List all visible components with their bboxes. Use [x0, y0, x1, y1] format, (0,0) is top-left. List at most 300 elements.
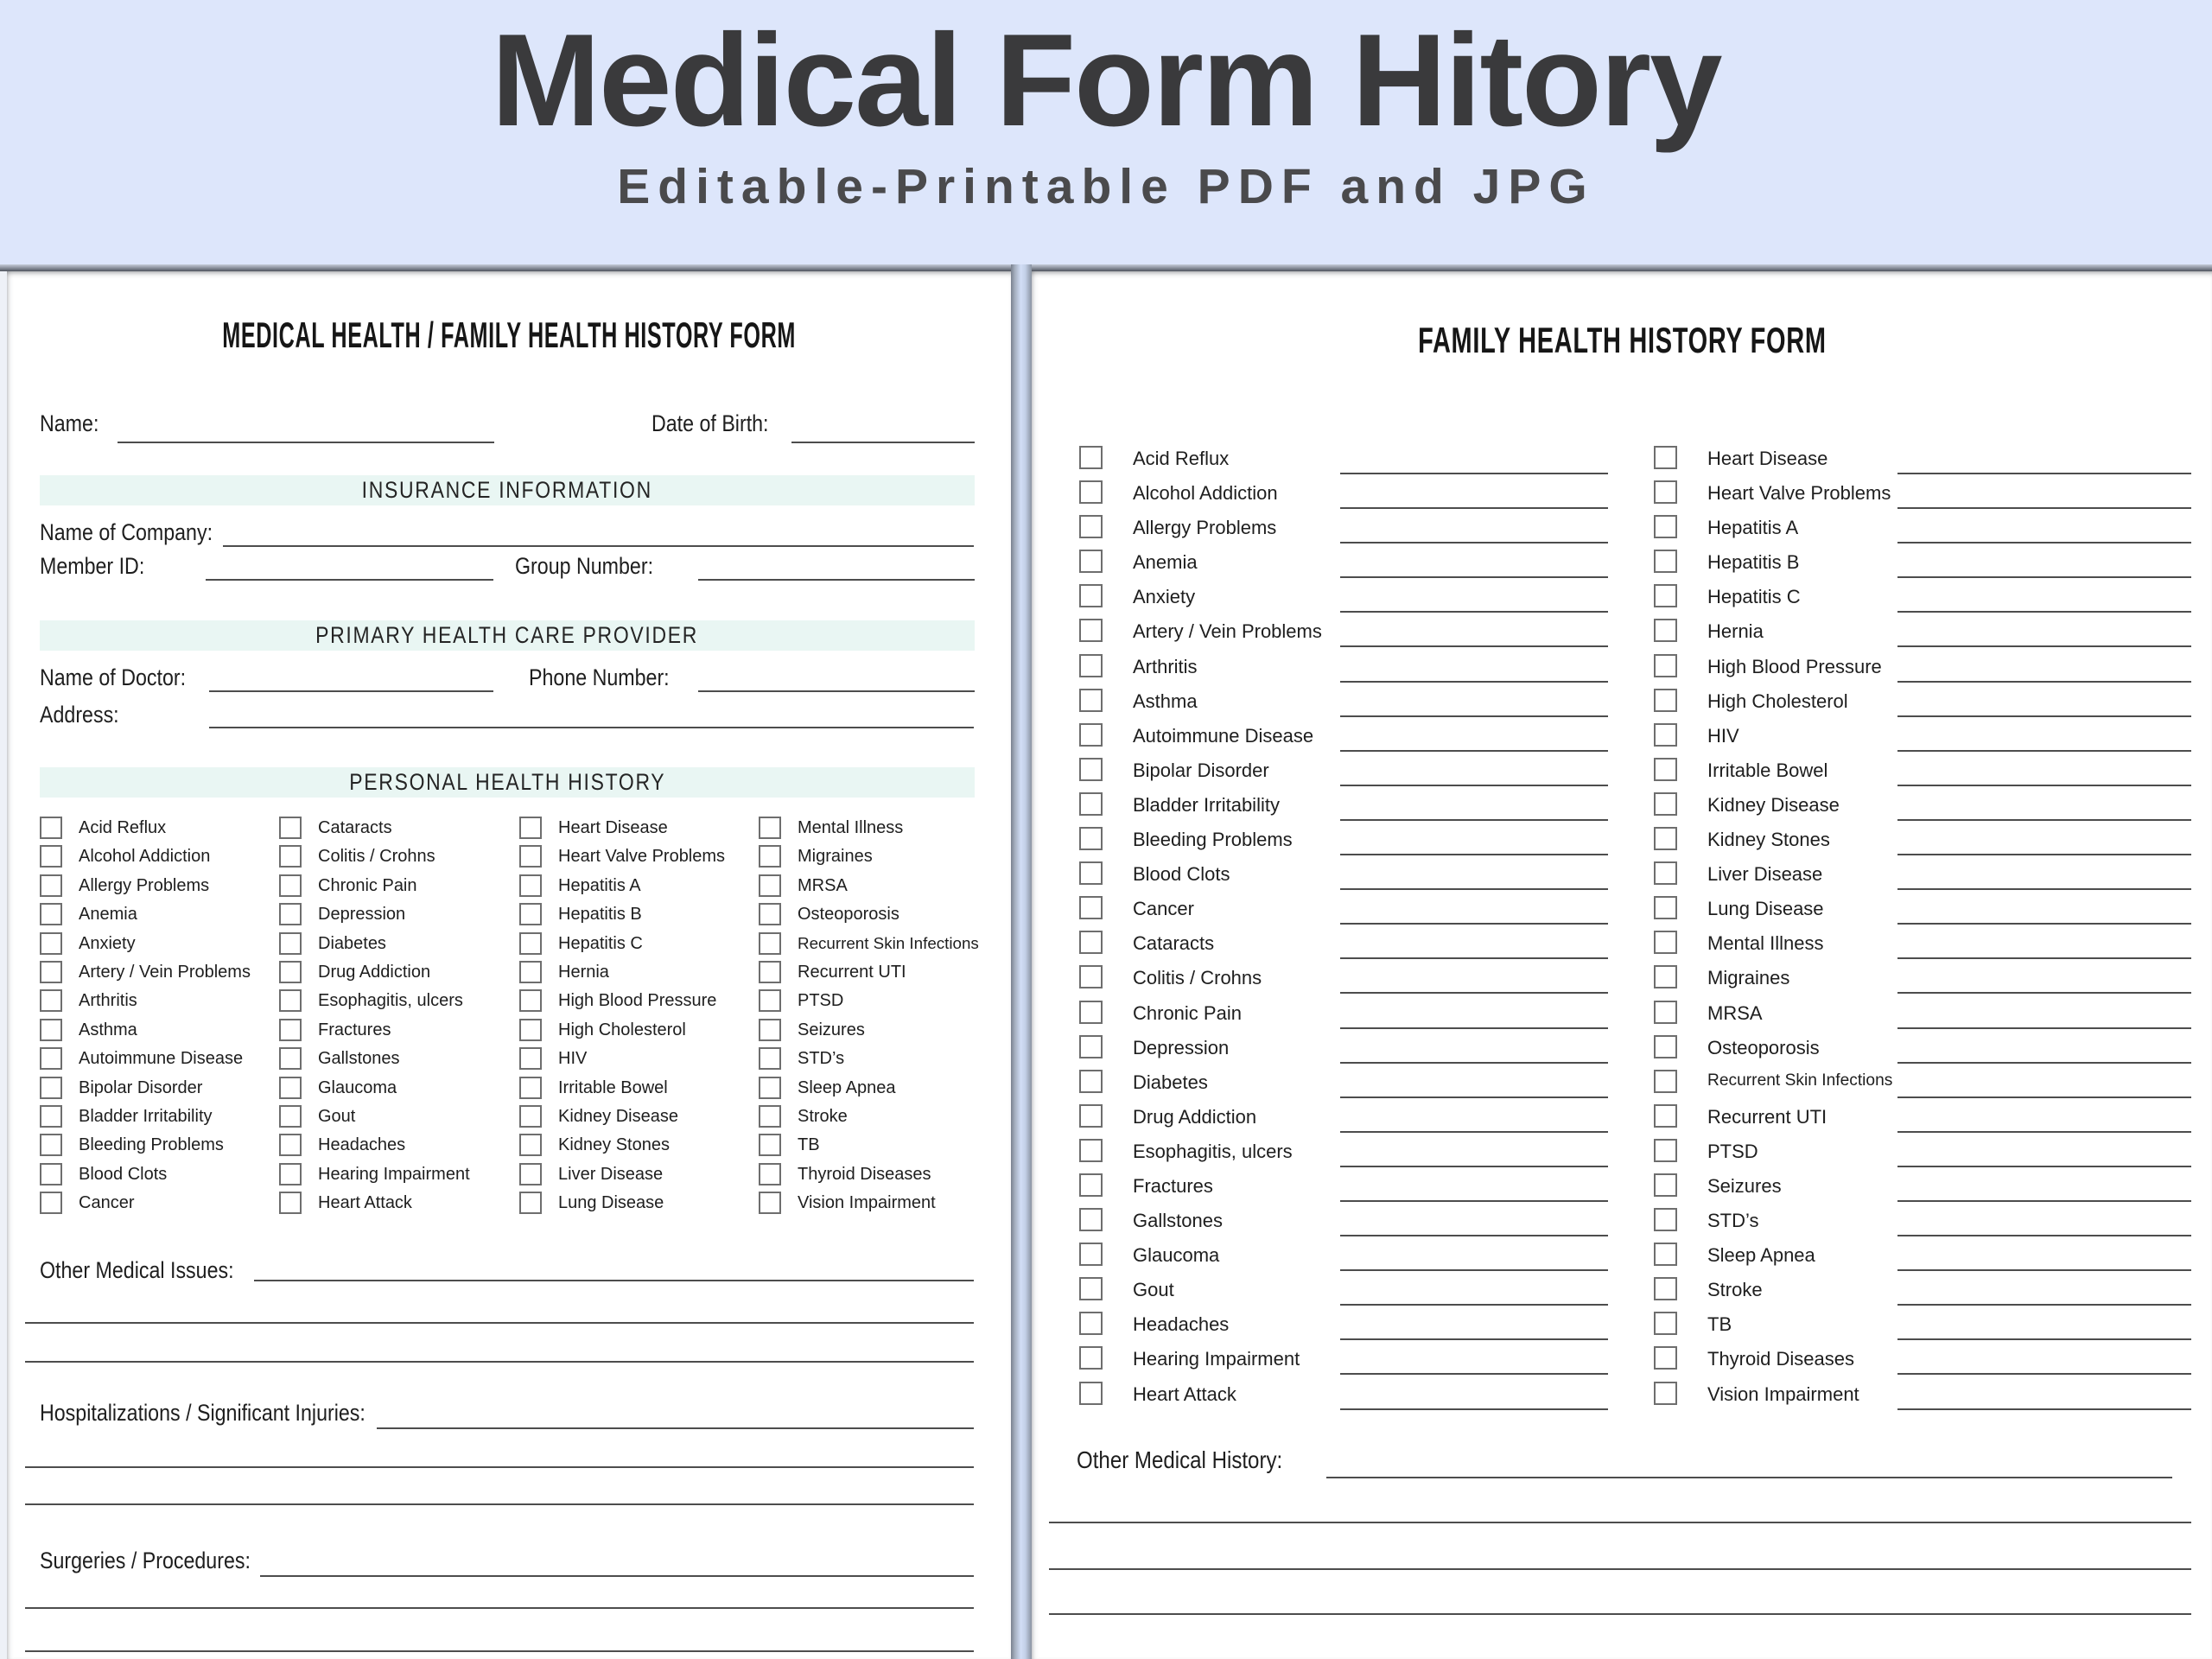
- family-history-item: [1654, 1277, 2207, 1312]
- personal-history-item: [519, 816, 754, 844]
- checkbox[interactable]: [1079, 1208, 1103, 1231]
- write-in-line[interactable]: [1897, 1096, 2191, 1098]
- checkbox[interactable]: [1654, 550, 1677, 573]
- doctor-line[interactable]: [209, 690, 493, 692]
- checkbox[interactable]: [1079, 723, 1103, 747]
- checkbox[interactable]: [1079, 758, 1103, 781]
- checkbox[interactable]: [1079, 480, 1103, 504]
- item-label: Bipolar Disorder: [1133, 759, 1269, 781]
- personal-history-item: [759, 1046, 994, 1075]
- family-history-item: [1654, 1070, 2207, 1104]
- family-history-item: [1079, 792, 1632, 827]
- other-history-line-2[interactable]: [1049, 1522, 2191, 1523]
- checkbox[interactable]: [1079, 515, 1103, 538]
- checkbox[interactable]: [519, 874, 542, 897]
- checkbox[interactable]: [759, 989, 781, 1012]
- checkbox[interactable]: [1079, 1382, 1103, 1405]
- checkbox[interactable]: [279, 961, 302, 983]
- checkbox[interactable]: [1654, 1312, 1677, 1335]
- checkbox[interactable]: [40, 1047, 62, 1070]
- write-in-line[interactable]: [1340, 819, 1608, 821]
- item-label: Hepatitis C: [1707, 586, 1801, 608]
- family-history-item: [1654, 965, 2207, 1000]
- left-form-title-text: MEDICAL HEALTH / FAMILY HEALTH HISTORY FORM: [222, 315, 796, 355]
- write-in-line[interactable]: [1340, 1235, 1608, 1236]
- checkbox[interactable]: [1079, 1173, 1103, 1197]
- checkbox[interactable]: [279, 1192, 302, 1214]
- write-in-line[interactable]: [1340, 681, 1608, 683]
- item-label: Acid Reflux: [1133, 448, 1230, 469]
- write-in-line[interactable]: [1340, 611, 1608, 613]
- checkbox[interactable]: [1654, 1382, 1677, 1405]
- checkbox[interactable]: [279, 903, 302, 925]
- write-in-line[interactable]: [1340, 888, 1608, 890]
- item-label: Hearing Impairment: [318, 1164, 470, 1184]
- checkbox[interactable]: [759, 845, 781, 868]
- banner-title: Medical Form Hitory: [491, 7, 1721, 154]
- checkbox[interactable]: [40, 1163, 62, 1185]
- item-label: PTSD: [798, 991, 844, 1011]
- item-label: Glaucoma: [1133, 1244, 1220, 1267]
- write-in-line[interactable]: [1340, 1269, 1608, 1271]
- checkbox[interactable]: [1079, 1070, 1103, 1093]
- family-history-item: [1654, 758, 2207, 792]
- checkbox[interactable]: [40, 817, 62, 839]
- write-in-line[interactable]: [1897, 1235, 2191, 1236]
- item-label: Anxiety: [79, 933, 136, 953]
- personal-history-item: [279, 1076, 514, 1104]
- personal-history-item: [40, 874, 275, 902]
- personal-history-item: [519, 844, 754, 873]
- other-issues-line[interactable]: [254, 1280, 974, 1281]
- hospitalizations-line[interactable]: [377, 1427, 974, 1429]
- write-in-line[interactable]: [1897, 992, 2191, 994]
- checkbox[interactable]: [1654, 792, 1677, 816]
- provider-section-header: [40, 620, 975, 651]
- checkbox[interactable]: [519, 932, 542, 955]
- checkbox[interactable]: [1079, 861, 1103, 885]
- checkbox[interactable]: [279, 1077, 302, 1099]
- item-label: Heart Attack: [318, 1193, 412, 1213]
- write-in-line[interactable]: [1897, 785, 2191, 786]
- write-in-line[interactable]: [1340, 1096, 1608, 1098]
- item-label: Hepatitis B: [1707, 551, 1800, 574]
- checkbox[interactable]: [1654, 965, 1677, 988]
- write-in-line[interactable]: [1897, 854, 2191, 855]
- item-label: Heart Valve Problems: [558, 847, 726, 867]
- checkbox[interactable]: [1654, 1277, 1677, 1300]
- item-label: High Cholesterol: [1707, 690, 1848, 712]
- checkbox[interactable]: [40, 845, 62, 868]
- write-in-line[interactable]: [1340, 1408, 1608, 1410]
- checkbox[interactable]: [279, 989, 302, 1012]
- write-in-line[interactable]: [1897, 611, 2191, 613]
- checkbox[interactable]: [1654, 1070, 1677, 1093]
- write-in-line[interactable]: [1340, 785, 1608, 786]
- write-in-line[interactable]: [1897, 576, 2191, 578]
- item-label: Hernia: [1707, 620, 1764, 643]
- item-label: Colitis / Crohns: [1133, 967, 1262, 989]
- personal-history-item: [40, 902, 275, 931]
- item-label: Artery / Vein Problems: [79, 962, 251, 982]
- family-history-item: [1079, 654, 1632, 689]
- personal-history-item: [759, 1018, 994, 1046]
- write-in-line[interactable]: [1897, 1338, 2191, 1340]
- write-in-line[interactable]: [1897, 1269, 2191, 1271]
- checkbox[interactable]: [1654, 758, 1677, 781]
- checkbox[interactable]: [519, 1105, 542, 1128]
- write-in-line[interactable]: [1340, 992, 1608, 994]
- family-history-item: [1654, 515, 2207, 550]
- item-label: Fractures: [318, 1020, 391, 1039]
- checkbox[interactable]: [40, 1019, 62, 1041]
- other-history-line[interactable]: [1326, 1477, 2172, 1478]
- checkbox[interactable]: [1079, 827, 1103, 850]
- write-in-line[interactable]: [1897, 1131, 2191, 1133]
- item-label: PTSD: [1707, 1140, 1758, 1162]
- item-label: STD’s: [798, 1049, 845, 1069]
- checkbox[interactable]: [759, 903, 781, 925]
- family-history-item: [1654, 1001, 2207, 1035]
- item-label: Liver Disease: [1707, 863, 1823, 886]
- checkbox[interactable]: [1654, 1346, 1677, 1370]
- checkbox[interactable]: [40, 989, 62, 1012]
- checkbox[interactable]: [1654, 1104, 1677, 1128]
- checkbox[interactable]: [1079, 619, 1103, 642]
- item-label: Thyroid Diseases: [798, 1164, 931, 1184]
- surgeries-line-3[interactable]: [25, 1650, 974, 1652]
- item-label: Recurrent UTI: [798, 962, 906, 982]
- item-label: Alcohol Addiction: [79, 847, 211, 867]
- item-label: Asthma: [1133, 690, 1198, 712]
- write-in-line[interactable]: [1340, 1304, 1608, 1306]
- checkbox[interactable]: [40, 1105, 62, 1128]
- item-label: Vision Impairment: [798, 1193, 936, 1213]
- family-history-item: [1079, 1173, 1632, 1208]
- item-label: Allergy Problems: [1133, 517, 1277, 539]
- item-label: Lung Disease: [558, 1193, 664, 1213]
- personal-history-item: [40, 816, 275, 844]
- checkbox[interactable]: [1654, 931, 1677, 954]
- personal-history-item: [40, 1076, 275, 1104]
- write-in-line[interactable]: [1897, 681, 2191, 683]
- checkbox[interactable]: [279, 817, 302, 839]
- phone-line[interactable]: [698, 690, 975, 692]
- dob-line[interactable]: [791, 442, 975, 443]
- checkbox[interactable]: [1654, 1001, 1677, 1024]
- address-line[interactable]: [209, 727, 974, 728]
- item-label: Arthritis: [1133, 655, 1198, 677]
- right-form-title: [1032, 320, 2212, 361]
- checkbox[interactable]: [279, 932, 302, 955]
- write-in-line[interactable]: [1340, 750, 1608, 752]
- checkbox[interactable]: [1079, 931, 1103, 954]
- item-label: Blood Clots: [1133, 863, 1230, 886]
- write-in-line[interactable]: [1897, 750, 2191, 752]
- hospitalizations-line-3[interactable]: [25, 1503, 974, 1505]
- item-label: TB: [798, 1135, 820, 1155]
- member-id-line[interactable]: [206, 579, 493, 581]
- write-in-line[interactable]: [1340, 645, 1608, 647]
- write-in-line[interactable]: [1897, 715, 2191, 717]
- family-history-item: [1079, 1035, 1632, 1070]
- checkbox[interactable]: [1079, 1035, 1103, 1058]
- write-in-line[interactable]: [1340, 576, 1608, 578]
- checkbox[interactable]: [279, 1163, 302, 1185]
- checkbox[interactable]: [519, 1047, 542, 1070]
- checkbox[interactable]: [1079, 792, 1103, 816]
- checkbox[interactable]: [519, 1192, 542, 1214]
- personal-history-item: [759, 931, 994, 960]
- checkbox[interactable]: [1654, 1139, 1677, 1162]
- write-in-line[interactable]: [1897, 1166, 2191, 1167]
- write-in-line[interactable]: [1897, 507, 2191, 509]
- checkbox[interactable]: [1079, 550, 1103, 573]
- company-label: Name of Company:: [40, 519, 213, 545]
- checkbox[interactable]: [1079, 1139, 1103, 1162]
- checkbox[interactable]: [279, 1047, 302, 1070]
- write-in-line[interactable]: [1897, 923, 2191, 925]
- checkbox[interactable]: [759, 1019, 781, 1041]
- checkbox[interactable]: [759, 1047, 781, 1070]
- write-in-line[interactable]: [1340, 542, 1608, 543]
- personal-history-item: [279, 844, 514, 873]
- write-in-line[interactable]: [1897, 1408, 2191, 1410]
- checkbox[interactable]: [40, 874, 62, 897]
- checkbox[interactable]: [279, 1134, 302, 1156]
- personal-history-item: [519, 1046, 754, 1075]
- write-in-line[interactable]: [1897, 473, 2191, 474]
- write-in-line[interactable]: [1340, 1200, 1608, 1202]
- left-form-title: [7, 315, 1011, 356]
- write-in-line[interactable]: [1897, 1373, 2191, 1375]
- checkbox[interactable]: [1079, 896, 1103, 919]
- family-health-history-page: [1032, 271, 2212, 1659]
- item-label: Alcohol Addiction: [1133, 482, 1278, 505]
- checkbox[interactable]: [759, 874, 781, 897]
- checkbox[interactable]: [1654, 1208, 1677, 1231]
- right-form-title-text: FAMILY HEALTH HISTORY FORM: [1417, 320, 1827, 360]
- write-in-line[interactable]: [1340, 1062, 1608, 1064]
- checkbox[interactable]: [759, 1105, 781, 1128]
- checkbox[interactable]: [1654, 1243, 1677, 1266]
- write-in-line[interactable]: [1340, 957, 1608, 959]
- item-label: Depression: [1133, 1036, 1230, 1058]
- checkbox[interactable]: [1079, 1104, 1103, 1128]
- checkbox[interactable]: [519, 817, 542, 839]
- family-history-item: [1654, 896, 2207, 931]
- checkbox[interactable]: [279, 1105, 302, 1128]
- checkbox[interactable]: [40, 1134, 62, 1156]
- other-history-label: Other Medical History:: [1077, 1446, 1283, 1473]
- write-in-line[interactable]: [1897, 888, 2191, 890]
- checkbox[interactable]: [519, 903, 542, 925]
- checkbox[interactable]: [40, 961, 62, 983]
- write-in-line[interactable]: [1897, 1062, 2191, 1064]
- checkbox[interactable]: [40, 1192, 62, 1214]
- checkbox[interactable]: [1079, 689, 1103, 712]
- checkbox[interactable]: [759, 1077, 781, 1099]
- checkbox[interactable]: [40, 1077, 62, 1099]
- other-issues-line-3[interactable]: [25, 1361, 974, 1363]
- other-history-line-4[interactable]: [1049, 1613, 2191, 1615]
- checkbox[interactable]: [279, 1019, 302, 1041]
- write-in-line[interactable]: [1897, 542, 2191, 543]
- checkbox[interactable]: [1079, 654, 1103, 677]
- page-divider: [1011, 264, 1032, 1659]
- company-line[interactable]: [223, 545, 974, 547]
- item-label: Kidney Disease: [558, 1106, 678, 1126]
- checkbox[interactable]: [759, 961, 781, 983]
- checkbox[interactable]: [1654, 896, 1677, 919]
- banner: [0, 0, 2212, 264]
- item-label: Gallstones: [1133, 1210, 1223, 1232]
- family-history-item: [1079, 550, 1632, 584]
- family-history-item: [1654, 1139, 2207, 1173]
- write-in-line[interactable]: [1897, 957, 2191, 959]
- item-label: High Blood Pressure: [558, 991, 717, 1011]
- other-issues-line-2[interactable]: [25, 1322, 974, 1324]
- checkbox[interactable]: [40, 903, 62, 925]
- checkbox[interactable]: [759, 1163, 781, 1185]
- checkbox[interactable]: [1654, 1173, 1677, 1197]
- checkbox[interactable]: [1654, 1035, 1677, 1058]
- item-label: Autoimmune Disease: [1133, 724, 1314, 747]
- checkbox[interactable]: [1654, 827, 1677, 850]
- checkbox[interactable]: [519, 961, 542, 983]
- family-history-item: [1079, 1312, 1632, 1346]
- write-in-line[interactable]: [1897, 1027, 2191, 1029]
- family-history-item: [1079, 1382, 1632, 1416]
- item-label: Mental Illness: [798, 818, 904, 837]
- checkbox[interactable]: [1079, 1277, 1103, 1300]
- name-line[interactable]: [118, 442, 494, 443]
- family-history-item: [1654, 827, 2207, 861]
- checkbox[interactable]: [1079, 1001, 1103, 1024]
- checkbox[interactable]: [1079, 1346, 1103, 1370]
- item-label: Headaches: [1133, 1313, 1230, 1336]
- checkbox[interactable]: [759, 1192, 781, 1214]
- item-label: Cancer: [79, 1193, 135, 1213]
- checkbox[interactable]: [1654, 515, 1677, 538]
- personal-history-item: [279, 1162, 514, 1191]
- surgeries-line-2[interactable]: [25, 1607, 974, 1609]
- item-label: Esophagitis, ulcers: [1133, 1140, 1293, 1162]
- checkbox[interactable]: [1654, 723, 1677, 747]
- checkbox[interactable]: [279, 874, 302, 897]
- write-in-line[interactable]: [1897, 645, 2191, 647]
- write-in-line[interactable]: [1340, 507, 1608, 509]
- family-history-item: [1654, 723, 2207, 758]
- personal-history-heading: PERSONAL HEALTH HISTORY: [348, 769, 666, 795]
- surgeries-label: Surgeries / Procedures:: [40, 1548, 251, 1573]
- write-in-line[interactable]: [1340, 923, 1608, 925]
- personal-history-item: [279, 874, 514, 902]
- write-in-line[interactable]: [1897, 1304, 2191, 1306]
- checkbox[interactable]: [519, 989, 542, 1012]
- item-label: Sleep Apnea: [798, 1077, 896, 1097]
- checkbox[interactable]: [519, 1134, 542, 1156]
- checkbox[interactable]: [1079, 446, 1103, 469]
- personal-history-item: [759, 902, 994, 931]
- checkbox[interactable]: [1079, 1243, 1103, 1266]
- checkbox[interactable]: [1654, 619, 1677, 642]
- surgeries-line[interactable]: [260, 1575, 974, 1577]
- item-label: HIV: [558, 1049, 588, 1069]
- write-in-line[interactable]: [1340, 1166, 1608, 1167]
- write-in-line[interactable]: [1897, 819, 2191, 821]
- write-in-line[interactable]: [1340, 1373, 1608, 1375]
- checkbox[interactable]: [519, 1019, 542, 1041]
- item-label: Recurrent Skin Infections: [1707, 1071, 1893, 1090]
- checkbox[interactable]: [759, 1134, 781, 1156]
- item-label: MRSA: [798, 875, 848, 895]
- item-label: Artery / Vein Problems: [1133, 620, 1322, 643]
- checkbox[interactable]: [1079, 584, 1103, 607]
- personal-history-item: [519, 1133, 754, 1161]
- checkbox[interactable]: [1654, 480, 1677, 504]
- family-history-item: [1079, 689, 1632, 723]
- checkbox[interactable]: [519, 1077, 542, 1099]
- group-number-line[interactable]: [698, 579, 975, 581]
- item-label: Diabetes: [1133, 1071, 1208, 1093]
- personal-history-item: [519, 931, 754, 960]
- write-in-line[interactable]: [1340, 1027, 1608, 1029]
- write-in-line[interactable]: [1340, 473, 1608, 474]
- write-in-line[interactable]: [1340, 715, 1608, 717]
- checkbox[interactable]: [1654, 861, 1677, 885]
- personal-history-item: [40, 931, 275, 960]
- personal-history-item: [759, 960, 994, 988]
- personal-history-item: [40, 1018, 275, 1046]
- checkbox[interactable]: [1654, 446, 1677, 469]
- hospitalizations-label: Hospitalizations / Significant Injuries:: [40, 1400, 365, 1426]
- provider-section-heading: PRIMARY HEALTH CARE PROVIDER: [315, 622, 699, 648]
- hospitalizations-line-2[interactable]: [25, 1466, 974, 1468]
- write-in-line[interactable]: [1897, 1200, 2191, 1202]
- personal-history-item: [759, 1191, 994, 1219]
- checkbox[interactable]: [759, 932, 781, 955]
- item-label: Irritable Bowel: [558, 1077, 668, 1097]
- member-id-label: Member ID:: [40, 553, 145, 579]
- item-label: Hepatitis B: [558, 905, 642, 925]
- personal-history-item: [279, 960, 514, 988]
- item-label: Diabetes: [318, 933, 386, 953]
- write-in-line[interactable]: [1340, 1131, 1608, 1133]
- checkbox[interactable]: [279, 845, 302, 868]
- checkbox[interactable]: [519, 1163, 542, 1185]
- item-label: Drug Addiction: [1133, 1105, 1257, 1128]
- item-label: Hepatitis C: [558, 933, 643, 953]
- checkbox[interactable]: [1654, 654, 1677, 677]
- item-label: Vision Impairment: [1707, 1382, 1859, 1405]
- checkbox[interactable]: [1079, 965, 1103, 988]
- checkbox[interactable]: [519, 845, 542, 868]
- item-label: Glaucoma: [318, 1077, 397, 1097]
- family-history-item: [1079, 1208, 1632, 1243]
- checkbox[interactable]: [1079, 1312, 1103, 1335]
- personal-history-item: [279, 1191, 514, 1219]
- checkbox[interactable]: [1654, 584, 1677, 607]
- other-history-line-3[interactable]: [1049, 1568, 2191, 1570]
- personal-history-item: [519, 1191, 754, 1219]
- checkbox[interactable]: [1654, 689, 1677, 712]
- write-in-line[interactable]: [1340, 1338, 1608, 1340]
- personal-history-item: [519, 1018, 754, 1046]
- checkbox[interactable]: [40, 932, 62, 955]
- checkbox[interactable]: [759, 817, 781, 839]
- write-in-line[interactable]: [1340, 854, 1608, 855]
